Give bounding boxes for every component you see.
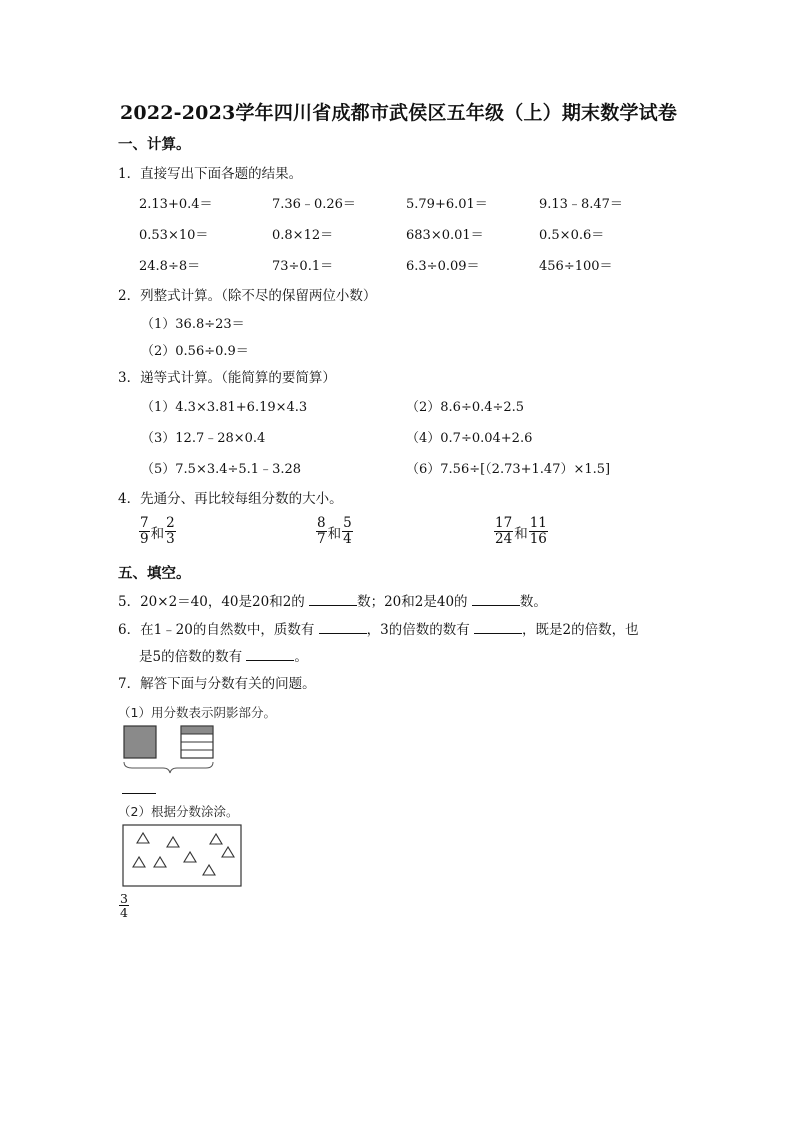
denominator: 9 <box>140 531 149 547</box>
shaded-square <box>124 726 156 758</box>
q2-item: （1）36.8÷23＝ <box>141 317 245 332</box>
q1-item: 7.36﹣0.26＝ <box>272 197 356 212</box>
q3-item: （5）7.5×3.4÷5.1﹣3.28 <box>141 462 302 477</box>
section-heading-fill-in: 五、填空。 <box>118 565 191 582</box>
denominator: 24 <box>495 531 513 547</box>
question-6-line1 <box>118 618 639 638</box>
q1-item: 683×0.01＝ <box>406 228 484 243</box>
answer-blank[interactable] <box>122 793 156 794</box>
q3-item: （6）7.56÷[（2.73+1.47）×1.5] <box>406 462 611 477</box>
q1-item: 0.5×0.6＝ <box>539 228 605 243</box>
denominator: 3 <box>166 531 175 547</box>
q3-item: （2）8.6÷0.4÷2.5 <box>406 400 525 415</box>
answer-blank[interactable] <box>472 593 520 606</box>
fraction <box>139 516 150 547</box>
numerator: 5 <box>343 515 352 531</box>
fraction <box>342 516 353 547</box>
question-1-prompt: 1．直接写出下面各题的结果。 <box>118 166 303 182</box>
denominator: 16 <box>529 531 547 547</box>
answer-blank[interactable] <box>474 621 522 634</box>
denominator: 4 <box>343 531 352 547</box>
q3-item: （4）0.7÷0.04+2.6 <box>406 431 533 446</box>
numerator: 2 <box>166 515 175 531</box>
q2-item: （2）0.56÷0.9＝ <box>141 344 249 359</box>
striped-square <box>181 726 213 758</box>
brace <box>124 762 213 773</box>
q3-item: （1）4.3×3.81+6.19×4.3 <box>141 400 308 415</box>
q6-text: 。 <box>294 649 308 665</box>
connector-he: 和 <box>327 525 342 542</box>
numerator: 3 <box>120 891 128 906</box>
q7-fraction <box>119 892 129 919</box>
question-2-prompt: 2．列整式计算。（除不尽的保留两位小数） <box>118 288 377 304</box>
q6-text: 是5的倍数的数有 <box>139 649 243 665</box>
q6-text: ，3的倍数的数有 <box>366 622 470 638</box>
q6-text: ，既是2的倍数，也 <box>522 622 639 638</box>
q6-text: 6．在1﹣20的自然数中，质数有 <box>118 622 315 638</box>
answer-blank[interactable] <box>309 593 357 606</box>
q1-item: 9.13﹣8.47＝ <box>539 197 623 212</box>
shaded-squares-figure <box>120 722 230 774</box>
denominator: 4 <box>120 905 128 920</box>
fraction <box>494 516 513 547</box>
fraction <box>119 892 129 919</box>
q7-part2-prompt: （2）根据分数涂涂。 <box>118 804 239 819</box>
numerator: 8 <box>317 515 326 531</box>
connector-he: 和 <box>514 525 528 542</box>
q1-item: 2.13+0.4＝ <box>139 197 213 212</box>
denominator: 7 <box>317 531 326 547</box>
connector-he: 和 <box>150 525 165 542</box>
question-4-prompt: 4．先通分、再比较每组分数的大小。 <box>118 491 343 507</box>
question-5 <box>118 590 547 610</box>
q5-text: 数。 <box>519 594 547 610</box>
fraction-pair-3 <box>494 516 548 547</box>
q1-item: 0.8×12＝ <box>272 228 334 243</box>
numerator: 17 <box>495 515 513 531</box>
fraction <box>165 516 176 547</box>
question-3-prompt: 3．递等式计算。（能简算的要简算） <box>118 370 336 386</box>
q1-item: 5.79+6.01＝ <box>406 197 488 212</box>
question-7-prompt: 7．解答下面与分数有关的问题。 <box>118 676 316 692</box>
triangles-box-figure <box>122 822 244 888</box>
q7-part1-prompt: （1）用分数表示阴影部分。 <box>118 705 276 720</box>
q3-item: （3）12.7﹣28×0.4 <box>141 431 266 446</box>
fraction <box>316 516 327 547</box>
answer-blank[interactable] <box>246 648 294 661</box>
fraction <box>529 516 548 547</box>
section-heading-calculation: 一、计算。 <box>118 136 191 153</box>
q1-item: 24.8÷8＝ <box>139 259 201 274</box>
q1-item: 0.53×10＝ <box>139 228 209 243</box>
q1-item: 456÷100＝ <box>539 259 613 274</box>
page-title: 2022-2023学年四川省成都市武侯区五年级（上）期末数学试卷 <box>120 102 678 124</box>
answer-blank[interactable] <box>319 621 367 634</box>
fraction-pair-2 <box>316 516 353 547</box>
q5-text: 数；20和2是40的 <box>357 594 468 610</box>
q5-text: 5．20×2＝40，40是20和2的 <box>118 594 305 610</box>
numerator: 11 <box>529 515 547 531</box>
question-6-line2 <box>139 645 308 665</box>
fraction-pair-1 <box>139 516 176 547</box>
q1-item: 73÷0.1＝ <box>272 259 334 274</box>
numerator: 7 <box>140 515 149 531</box>
q1-item: 6.3÷0.09＝ <box>406 259 480 274</box>
